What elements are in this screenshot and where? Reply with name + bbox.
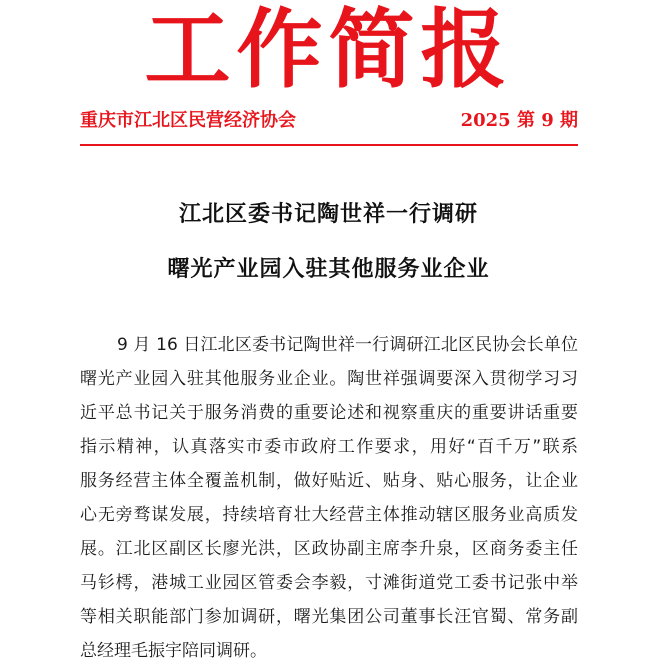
article-body-line: 指示精神，认真落实市委市政府工作要求，用好“百千万”联系 <box>80 437 578 457</box>
article-headline-line-2: 曙光产业园入驻其他服务业企业 <box>167 256 490 282</box>
article-body-line: 曙光产业园入驻其他服务业企业。陶世祥强调要深入贯彻学习习 <box>80 369 578 389</box>
article-headline-line-1: 江北区委书记陶世祥一行调研 <box>178 201 478 227</box>
masthead-title: 工作简报 <box>144 0 513 100</box>
article-body-line: 等相关职能部门参加调研，曙光集团公司董事长汪官蜀、常务副 <box>80 607 578 627</box>
article-body-line: 近平总书记关于服务消费的重要论述和视察重庆的重要讲话重要 <box>80 403 578 423</box>
article-body-line: 马钐樗，港城工业园区管委会李毅，寸滩街道党工委书记张中举 <box>80 573 578 593</box>
article-body-line: 心无旁骛谋发展，持续培育壮大经营主体推动辖区服务业高质发 <box>80 505 578 525</box>
article-body-line: 总经理毛振宇陪同调研。 <box>80 641 267 661</box>
masthead-meta-row <box>80 108 578 134</box>
masthead-divider <box>80 144 578 146</box>
article-body-line: 9 月 16 日江北区委书记陶世祥一行调研江北区民协会长单位 <box>117 335 578 355</box>
article-body-line: 展。江北区副区长廖光洪，区政协副主席李升泉，区商务委主任 <box>80 539 578 559</box>
article-body-line: 服务经营主体全覆盖机制，做好贴近、贴身、贴心服务，让企业 <box>80 471 578 491</box>
organization-name: 重庆市江北区民营经济协会 <box>80 110 296 131</box>
issue-number: 2025 第 9 期 <box>460 110 578 131</box>
